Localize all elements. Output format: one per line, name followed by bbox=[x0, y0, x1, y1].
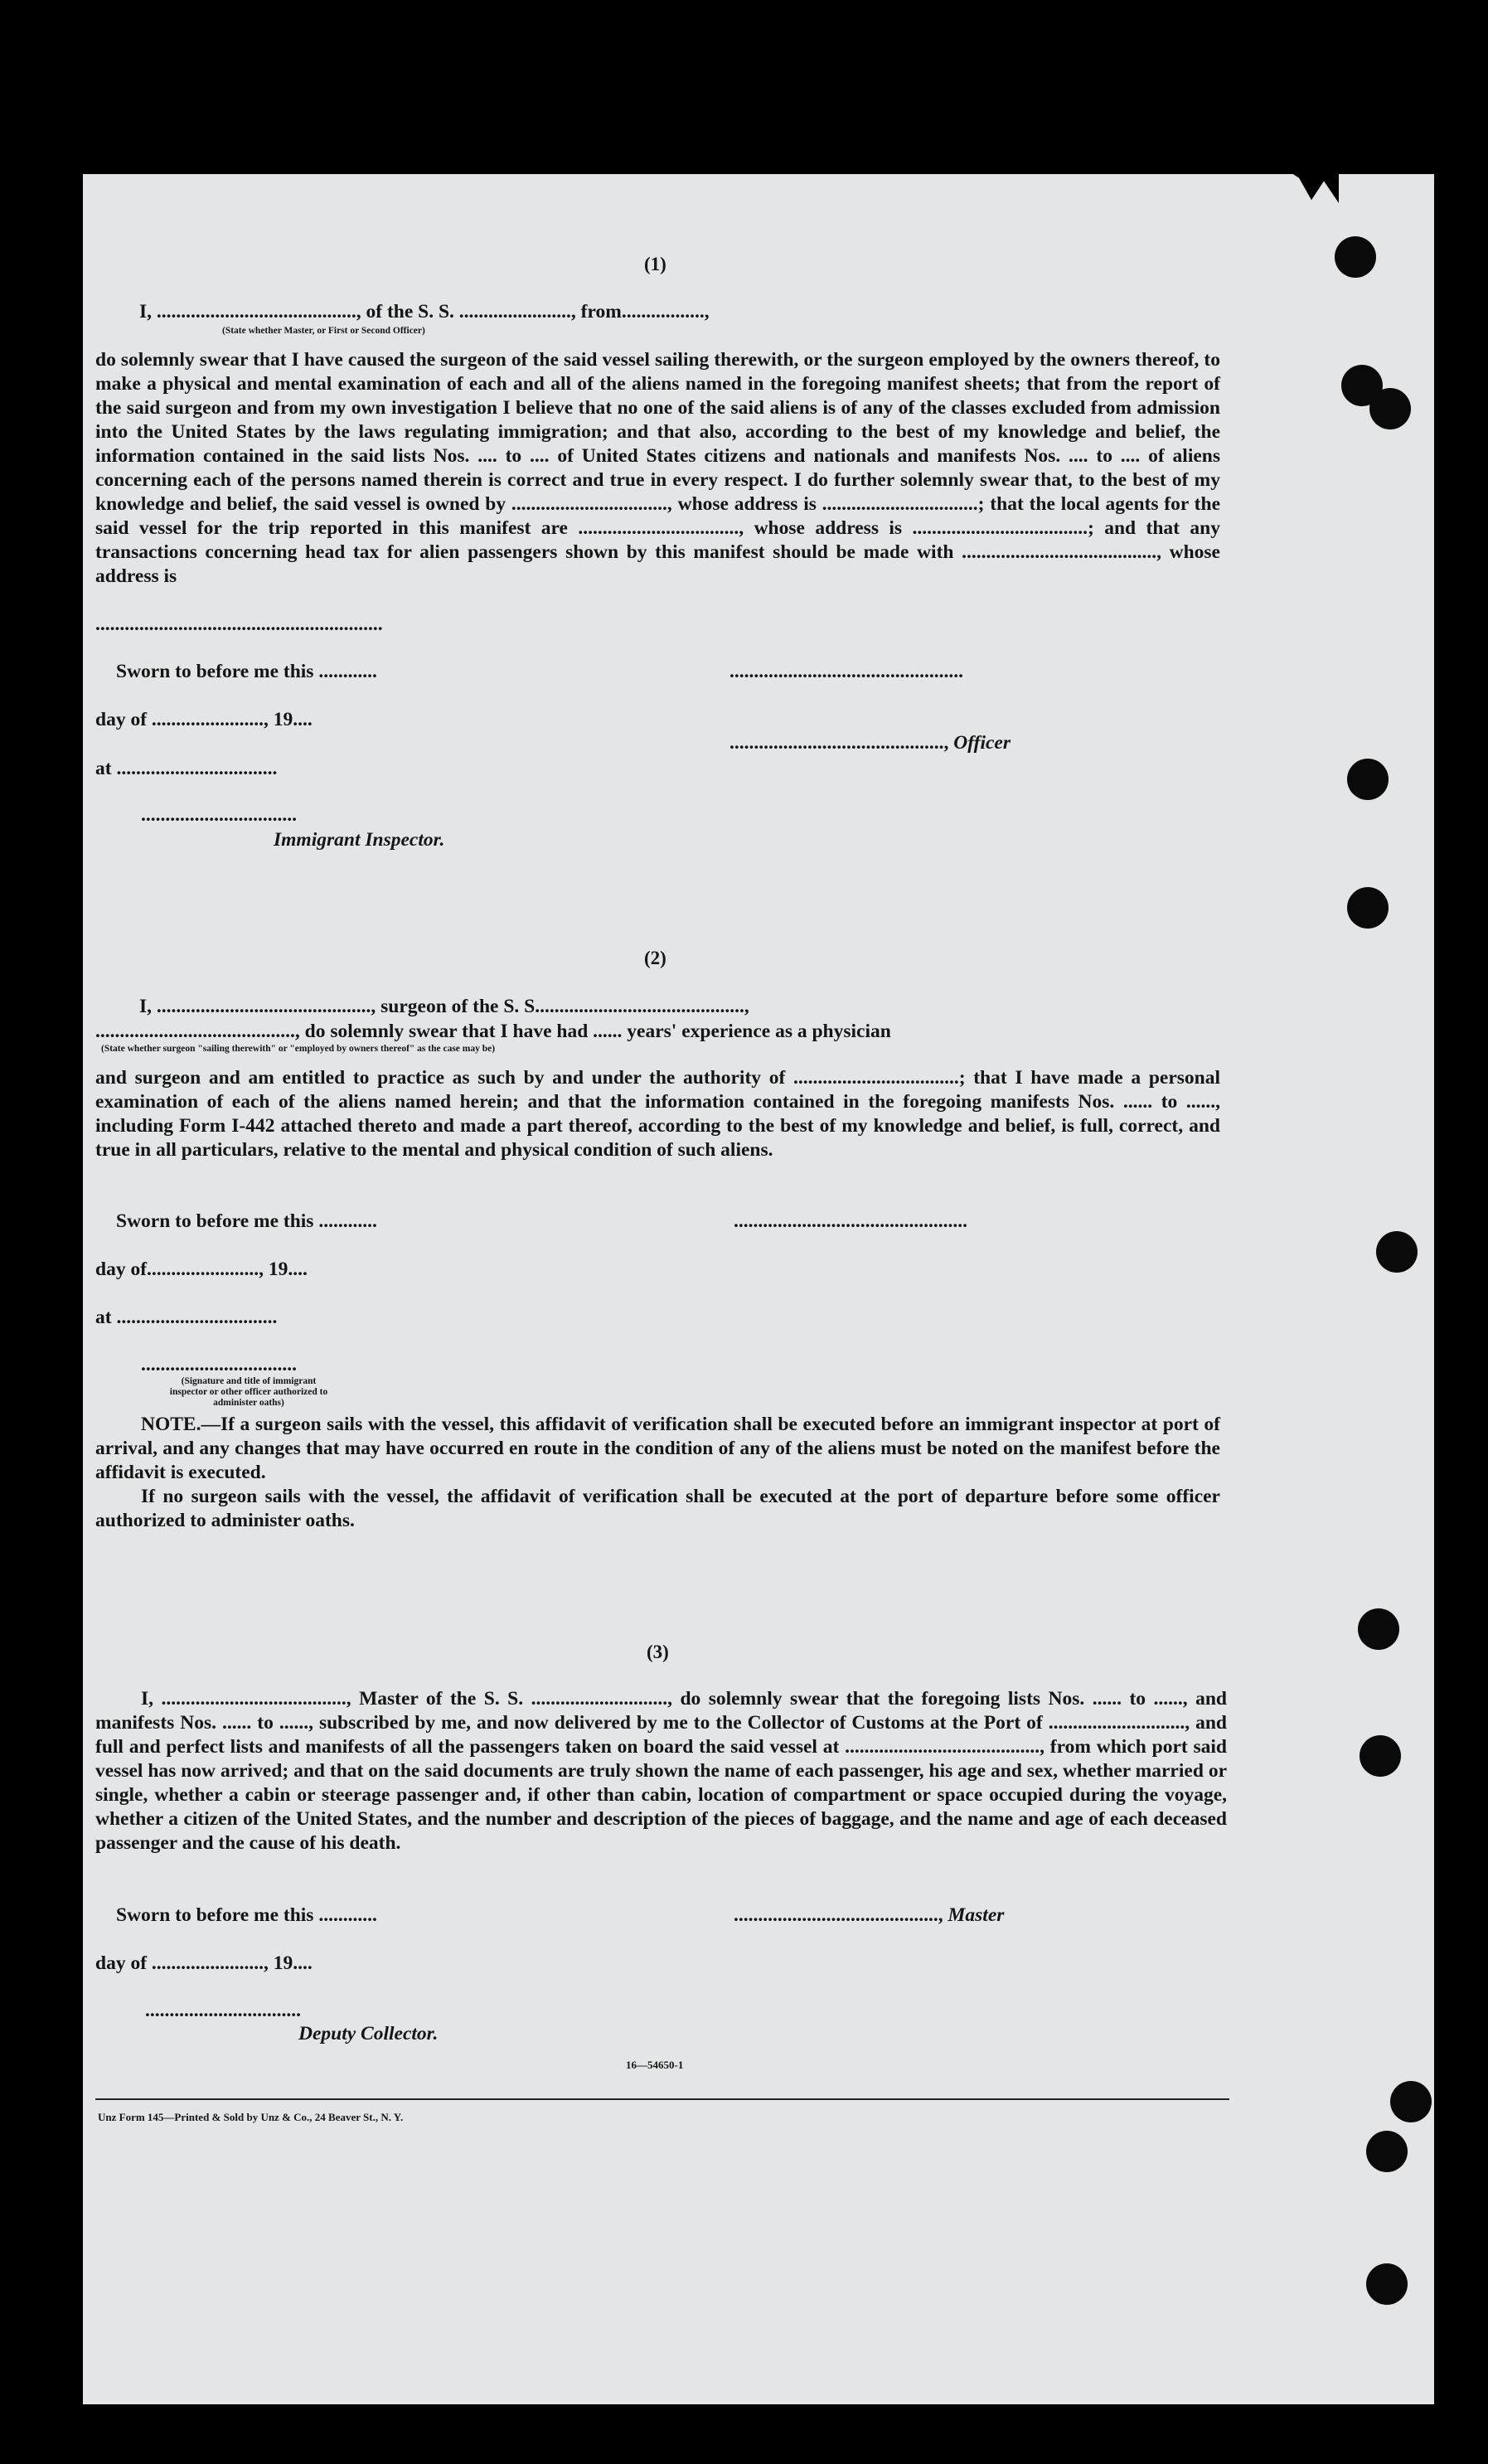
punch-hole bbox=[1376, 1231, 1418, 1273]
section-1-opening-line: I, ........................................., of the S. S. ......................., from................., bbox=[139, 301, 710, 323]
section-2-sworn-line: Sworn to before me this ............ bbox=[116, 1210, 377, 1232]
section-2-note-2: If no surgeon sails with the vessel, the affidavit of verification shall be executed at the port of departure before some officer authorized to administer oaths. bbox=[95, 1486, 1220, 1531]
printer-footer: Unz Form 145—Printed & Sold by Unz & Co., 24 Beaver St., N. Y. bbox=[98, 2111, 404, 2123]
master-signature-dots: .........................................., bbox=[734, 1904, 948, 1926]
section-1-oath-tail: ........................................................... bbox=[95, 614, 383, 635]
punch-hole bbox=[1335, 236, 1376, 278]
section-2-experience-line: ........................................., do solemnly swear that I have had ...... years' experience as a physician bbox=[95, 1021, 891, 1042]
section-2-at-line: at ................................. bbox=[95, 1307, 278, 1328]
punch-hole bbox=[1366, 2263, 1408, 2305]
section-1-officer-line bbox=[729, 732, 1011, 754]
section-2-number: (2) bbox=[644, 948, 666, 968]
punch-hole bbox=[1390, 2081, 1432, 2122]
officer-label: Officer bbox=[953, 732, 1011, 754]
section-1-oath-text: do solemnly swear that I have caused the surgeon of the said vessel sailing therewith, or the surgeon employed by the owners thereof, to make a physical and mental examination of each and all of the aliens named in the foregoing manifest sheets; that from the report of the said surgeon and from my own investigation I believe that no one of the said aliens is of any of the classes excluded from admission into the United States by the laws regulating immigration; and that also, according to the best of my knowledge and belief, the information contained in the said lists Nos. .... to .... of United States citizens and nationals and manifests Nos. .... to .... of aliens concerning each of the persons named therein is correct and true in every respect. I do further solemnly swear that, to the best of my knowledge and belief, the said vessel is owned by ................................, whose address is ................................; that the local agents for the said vessel for the trip reported in this manifest are ................................., whose address is ....................................; and that any transactions concerning head tax for alien passengers shown by this manifest should be made with ........................................, whose address is bbox=[95, 349, 1220, 587]
footer-rule bbox=[95, 2098, 1229, 2100]
section-2-day-line: day of......................., 19.... bbox=[95, 1259, 308, 1280]
section-2-opening-line: I, ............................................, surgeon of the S. S..........................................., bbox=[139, 996, 749, 1017]
officer-signature-dots: ............................................, bbox=[729, 732, 954, 754]
section-3-number: (3) bbox=[647, 1642, 669, 1662]
section-2-signature-line: ................................................ bbox=[734, 1210, 967, 1232]
punch-hole bbox=[1369, 388, 1411, 429]
section-2-oath-text: and surgeon and am entitled to practice as such by and under the authority of ..................................; that I have made a personal examination of each of the aliens named herein; and that the information contained in the foregoing manifests Nos. ...... to ......, including Form I-442 attached thereto and made a part thereof, according to the best of my knowledge and belief, is full, correct, and true in all particulars, relative to the mental and physical condition of such aliens. bbox=[95, 1067, 1220, 1161]
punch-hole bbox=[1366, 2131, 1408, 2172]
section-3-oath-text: I, ......................................, Master of the S. S. ............................, do solemnly swear that the foregoing lists Nos. ...... to ......, and manifests Nos. ...... to ......, subscribed by me, and now delivered by me to the Collector of Customs at the Port of ............................, and full and perfect lists and manifests of all the passengers taken on board the said vessel at ........................................, from which port said vessel has now arrived; and that on the said documents are truly shown the name of each passenger, his age and sex, whether married or single, whether a cabin or steerage passenger and, if other than cabin, location of compartment or space occupied during the voyage, whether a citizen of the United States, and the number and description of the pieces of baggage, and the name and age of each deceased passenger and the cause of his death. bbox=[95, 1688, 1227, 1854]
section-1-signature-line: ................................................ bbox=[729, 661, 963, 682]
section-1-sworn-line: Sworn to before me this ............ bbox=[116, 661, 377, 682]
section-1-at-line: at ................................. bbox=[95, 758, 278, 779]
section-1-inspector-dots: ................................ bbox=[141, 804, 297, 826]
punch-hole bbox=[1358, 1608, 1399, 1650]
section-1-inspector-label: Immigrant Inspector. bbox=[274, 829, 445, 851]
punch-hole bbox=[1360, 1735, 1401, 1777]
section-2-inspector-dots: ................................ bbox=[141, 1354, 297, 1375]
section-1-number: (1) bbox=[644, 254, 666, 274]
section-3-master-line bbox=[734, 1904, 1004, 1927]
section-3-collector-dots: ................................ bbox=[145, 2000, 301, 2021]
section-3-sworn-line: Sworn to before me this ............ bbox=[116, 1904, 377, 1926]
punch-hole bbox=[1347, 759, 1389, 800]
section-2-note-1: NOTE.—If a surgeon sails with the vessel, this affidavit of verification shall be executed before an immigrant inspector at port of arrival, and any changes that may have occurred en route in the condition of any of the aliens must be noted on the manifest before the affidavit is executed. bbox=[95, 1414, 1220, 1483]
section-1-officer-note: (State whether Master, or First or Second Officer) bbox=[222, 326, 425, 336]
section-3-day-line: day of ......................., 19.... bbox=[95, 1952, 313, 1974]
master-label: Master bbox=[948, 1904, 1005, 1926]
section-1-day-line: day of ......................., 19.... bbox=[95, 709, 313, 730]
section-3-collector-label: Deputy Collector. bbox=[298, 2023, 439, 2044]
form-code: 16—54650-1 bbox=[626, 2059, 684, 2071]
section-2-inspector-note: (Signature and title of immigrant inspector or other officer authorized to administer oaths) bbox=[169, 1376, 328, 1408]
section-2-surgeon-note: (State whether surgeon "sailing therewith" or "employed by owners thereof" as the case may be) bbox=[101, 1044, 496, 1054]
punch-hole bbox=[1347, 887, 1389, 929]
